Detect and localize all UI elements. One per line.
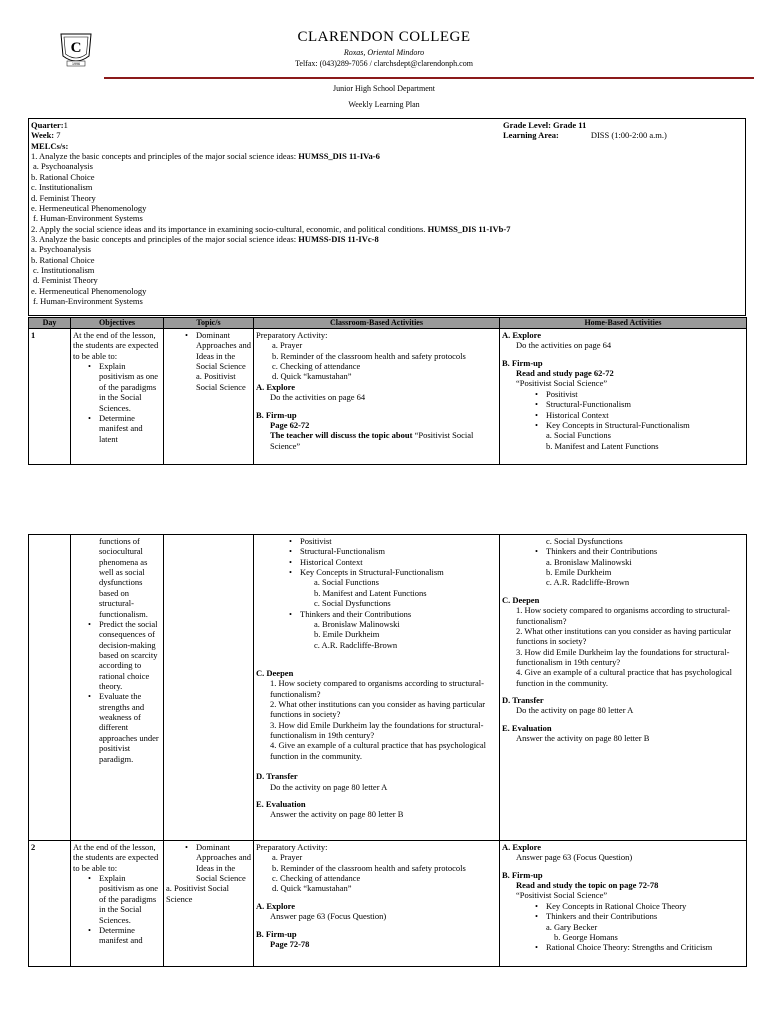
list-item: b. George Homans [554, 931, 618, 942]
evaluation-text: Answer the activity on page 80 letter B [270, 809, 404, 820]
list-item: • Thinkers and their Contributions [300, 609, 497, 619]
learning-area-row: Learning Area: DISS (1:00-2:00 a.m.) [503, 130, 667, 141]
week-row: Week: 7 [31, 130, 61, 141]
list-item: c. Checking of attendance [272, 361, 361, 372]
objectives-cell [71, 841, 164, 967]
header-classroom: Classroom-Based Activities [254, 318, 500, 329]
explore-text: Answer page 63 (Focus Question) [516, 852, 633, 863]
transfer-heading: D. Transfer [256, 771, 298, 782]
header-objectives: Objectives [71, 318, 164, 329]
home-thinkers-list [502, 546, 744, 556]
list-item: • Dominant Approaches and Ideas in the Social Science [196, 842, 251, 883]
list-item: 2. What other institutions can you consider as having particular functions in society? [516, 625, 732, 647]
objectives-continued: functions of sociocultural phenomena as well as social dysfunctions based on structural-functionalism. [99, 536, 148, 619]
deepen-heading: C. Deepen [502, 594, 540, 605]
list-item: 4. Give an example of a cultural practice that has psychological function in the community. [516, 667, 732, 688]
classroom-cell [254, 841, 500, 967]
topics-list [166, 842, 251, 883]
list-item: 1. How society compared to organisms according to structural-functionalism? [516, 605, 730, 626]
firm-up-page: Page 62-72 [270, 419, 310, 430]
list-item: b. Reminder of the classroom health and safety protocols [272, 862, 466, 873]
firm-up-heading: B. Firm-up [256, 928, 297, 939]
list-item: • Dominant Approaches and Ideas in the Social Science [196, 330, 251, 371]
header-divider [104, 77, 754, 79]
objectives-intro: At the end of the lesson, the students are expected to be able to: [73, 842, 159, 873]
melc-2: 2. Apply the social science ideas and its importance in examining socio-cultural, economic, and political conditions. HUMSS_DIS 11-IVb-7 [31, 223, 511, 234]
list-item: • Explain positivism as one of the paradigms in the Social Sciences. [99, 361, 161, 413]
header-topics: Topic/s [164, 318, 254, 329]
melc-3: 3. Analyze the basic concepts and principles of the major social science ideas: HUMSS-DIS 11-IVc-8 [31, 233, 379, 244]
evaluation-heading: E. Evaluation [502, 722, 552, 733]
list-item: a. Gary Becker [546, 921, 598, 932]
list-item: b. Manifest and Latent Functions [546, 440, 659, 451]
melc-1-item: c. Institutionalism [31, 182, 93, 193]
list-item: • Structural-Functionalism [546, 399, 744, 409]
explore-heading: A. Explore [502, 842, 542, 852]
weekly-plan-table [28, 317, 747, 465]
topic-sub: a. Positivist Social Science [166, 883, 230, 904]
firm-up-text: Read and study the topic on page 72-78 [516, 880, 659, 891]
melc-1: 1. Analyze the basic concepts and principles of the major social science ideas: HUMSS_DIS 11-IVa-6 [31, 151, 380, 162]
list-item: 3. How did Emile Durkheim lay the foundations for structural-functionalism in 19th century? [516, 646, 730, 667]
deepen-heading: C. Deepen [256, 667, 294, 678]
day-cell: 2 [29, 841, 71, 967]
list-item: c. Social Dysfunctions [314, 598, 391, 609]
day-cell: 1 [29, 329, 71, 465]
classroom-topic-list [256, 536, 497, 577]
list-item: • Rational Choice Theory: Strengths and Criticism [546, 942, 744, 952]
list-item: • Key Concepts in Structural-Functionalism [300, 567, 497, 577]
list-item: 2. What other institutions can you consider as having particular functions in society? [270, 699, 486, 720]
list-item: 1. How society compared to organisms according to structural-functionalism? [270, 678, 484, 699]
quarter-row: Quarter:1 [31, 120, 68, 130]
table-row [29, 535, 747, 841]
list-item: b. Manifest and Latent Functions [314, 587, 427, 598]
classroom-thinkers-list [256, 609, 497, 619]
melc-1-item: f. Human-Environment Systems [33, 213, 143, 224]
classroom-cell [254, 535, 500, 841]
list-item: • Structural-Functionalism [300, 546, 497, 556]
transfer-heading: D. Transfer [502, 695, 544, 706]
list-item: c. Checking of attendance [272, 873, 361, 884]
evaluation-heading: E. Evaluation [256, 798, 306, 809]
table-header-row [29, 318, 747, 329]
plan-info-box [28, 118, 746, 316]
explore-heading: A. Explore [256, 381, 296, 392]
home-cell [500, 841, 747, 967]
page-two [0, 530, 768, 1024]
topic-sub: a. Positivist Social Science [196, 371, 246, 392]
firm-up-heading: B. Firm-up [256, 409, 297, 420]
list-item: a. Prayer [272, 340, 303, 351]
classroom-cell [254, 329, 500, 465]
page-one [0, 0, 768, 470]
topics-cell [164, 535, 254, 841]
transfer-text: Do the activity on page 80 letter A [516, 705, 634, 716]
grade-level-row: Grade Level: Grade 11 [503, 120, 587, 130]
list-item: • Explain positivism as one of the paradigms in the Social Sciences. [99, 873, 161, 925]
list-item: • Positivist [546, 389, 744, 399]
grade-area-block [503, 120, 743, 141]
firm-up-topic: “Positivist Social Science” [516, 890, 608, 901]
logo-letter: C [70, 40, 82, 56]
preparatory-label: Preparatory Activity: [256, 842, 328, 852]
topics-list [166, 330, 251, 371]
list-item: • Predict the social consequences of decision-making based on scarcity according to rational choice theory. [99, 619, 161, 692]
explore-heading: A. Explore [502, 330, 542, 340]
explore-text: Answer page 63 (Focus Question) [270, 911, 387, 922]
objectives-list [73, 361, 161, 444]
melcs-label: MELCs/s: [31, 140, 69, 151]
header-home: Home-Based Activities [500, 318, 747, 329]
melc-1-item: a. Psychoanalysis [33, 161, 93, 172]
list-item: d. Quick “kamustahan” [272, 371, 352, 382]
list-item: a. Bronislaw Malinowski [546, 556, 632, 567]
preparatory-label: Preparatory Activity: [256, 330, 328, 340]
list-item: • Evaluate the strengths and weakness of different approaches under positivist paradigm. [99, 691, 161, 764]
evaluation-text: Answer the activity on page 80 letter B [516, 733, 650, 744]
list-item: c. A.R. Radcliffe-Brown [546, 577, 630, 588]
topics-cell [164, 841, 254, 967]
firm-up-topic: “Positivist Social Science” [516, 378, 608, 389]
list-item: 3. How did Emile Durkheim lay the foundations for structural-functionalism in 19th century? [270, 719, 484, 741]
list-item: 4. Give an example of a cultural practice that has psychological function in the community. [270, 740, 486, 761]
objectives-intro: At the end of the lesson, the students are expected to be able to: [73, 330, 159, 361]
list-item: a. Bronislaw Malinowski [314, 618, 400, 629]
home-cell [500, 329, 747, 465]
logo-year: 1996 [72, 62, 80, 67]
day-cell [29, 535, 71, 841]
melc-1-item: b. Rational Choice [31, 171, 95, 182]
list-item: c. A.R. Radcliffe-Brown [314, 639, 398, 650]
list-item: a. Social Functions [546, 430, 611, 441]
list-item: • Historical Context [300, 557, 497, 567]
explore-text: Do the activities on page 64 [270, 392, 366, 403]
firm-up-heading: B. Firm-up [502, 869, 543, 880]
firm-up-page: Page 72-78 [270, 938, 310, 949]
objectives-list [73, 619, 161, 764]
college-name: CLARENDON COLLEGE [297, 29, 471, 45]
list-item: • Positivist [300, 536, 497, 546]
list-item: • Key Concepts in Structural-Functionalism [546, 420, 744, 430]
firm-up-heading: B. Firm-up [502, 357, 543, 368]
list-item: d. Quick “kamustahan” [272, 883, 352, 894]
list-item: b. Emile Durkheim [314, 629, 380, 640]
melc-3-item: c. Institutionalism [33, 265, 95, 276]
list-item: • Thinkers and their Contributions [546, 546, 744, 556]
plan-title: Weekly Learning Plan [348, 100, 420, 109]
list-item: • Determine manifest and latent [99, 413, 161, 444]
letterhead [0, 22, 768, 82]
objectives-list [73, 873, 161, 946]
transfer-text: Do the activity on page 80 letter A [270, 781, 388, 792]
home-topic-list-end [502, 942, 744, 952]
melc-3-item: b. Rational Choice [31, 254, 95, 265]
melc-3-item: e. Hermeneutical Phenomenology [31, 285, 147, 296]
home-topic-list [502, 389, 744, 430]
list-item: b. Emile Durkheim [546, 567, 612, 578]
melc-3-item: d. Feminist Theory [33, 275, 98, 286]
table-row [29, 841, 747, 967]
firm-up-text: Read and study page 62-72 [516, 368, 614, 379]
list-item: a. Prayer [272, 852, 303, 863]
topics-cell [164, 329, 254, 465]
explore-heading: A. Explore [256, 900, 296, 911]
melc-3-item: f. Human-Environment Systems [33, 296, 143, 307]
list-item: • Determine manifest and [99, 925, 161, 946]
list-item: b. Reminder of the classroom health and safety protocols [272, 350, 466, 361]
list-item: c. Social Dysfunctions [546, 536, 623, 546]
melc-1-item: e. Hermeneutical Phenomenology [31, 202, 147, 213]
melc-3-item: a. Psychoanalysis [31, 244, 91, 255]
melc-1-item: d. Feminist Theory [31, 192, 96, 203]
list-item: • Thinkers and their Contributions [546, 911, 744, 921]
table-row [29, 329, 747, 465]
objectives-cell [71, 329, 164, 465]
objectives-cell [71, 535, 164, 841]
list-item: • Historical Context [546, 410, 744, 420]
explore-text: Do the activities on page 64 [516, 340, 612, 351]
list-item: a. Social Functions [314, 577, 379, 588]
department-name: Junior High School Department [333, 84, 435, 93]
college-contact: Telfax: (043)289-7056 / clarchsdept@clarendonph.com [295, 59, 473, 68]
college-address: Roxas, Oriental Mindoro [343, 48, 425, 57]
home-cell [500, 535, 747, 841]
weekly-plan-table-continued [28, 534, 747, 967]
home-topic-list [502, 901, 744, 922]
header-day: Day [29, 318, 71, 329]
list-item: • Key Concepts in Rational Choice Theory [546, 901, 744, 911]
firm-up-text: The teacher will discuss the topic about “Positivist Social Science” [270, 430, 474, 451]
